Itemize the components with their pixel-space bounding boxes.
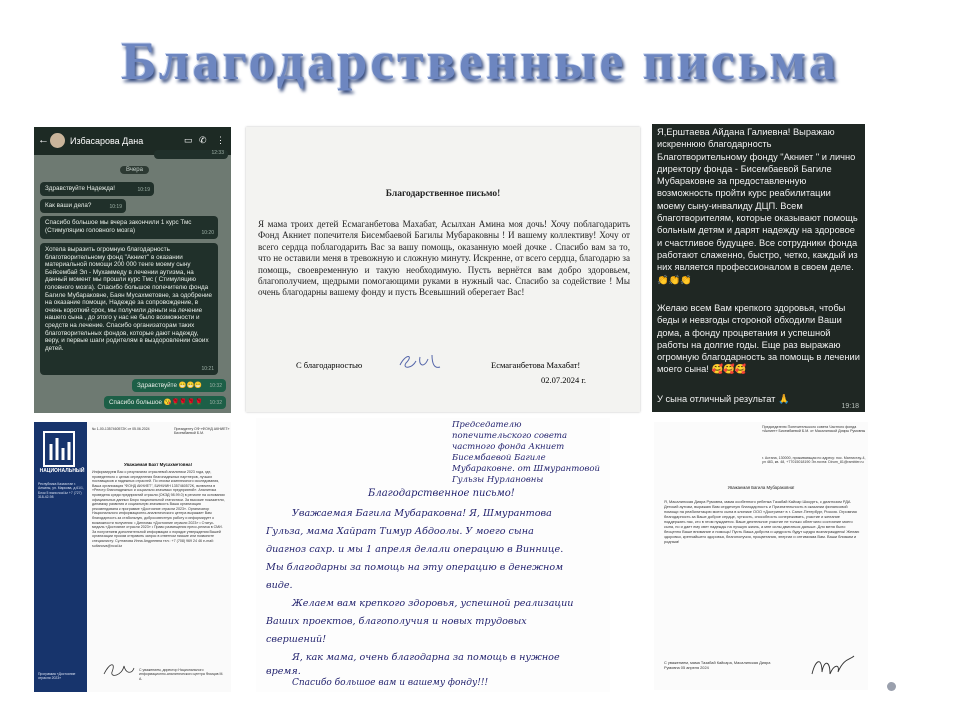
date-pill: Вчера [120, 166, 149, 174]
message-text: Хотела выразить огромную благодарность благотворительному фонд "Акниет" в оказании материальной помощи 200 000 тенге моему сыну Бейсембай Эл - Мухаммеду в лечении аутизма, на данный момент мы прошли курс Тмс ( Стимуляцию головного мозга). Спасибо большое попечителю фонда Багиле Мубараковне, Баян Мусахметовне, за одобрение на оказание помощи, Надежде за сопровождение, в очень короткий срок, мы получили деньги на лечение нашего сына , до этого у нас не было возможности и средств на лечение. Спасибо организаторам таких благотворительных фондов, которые дают надежду, веру, и первые шаги родителям в выздоровлении своих детей. [45, 246, 213, 352]
letter-recipient: Президенту ОФ «ФОНД АКНИЕТ» Бисембаевой Б.М. [174, 427, 230, 436]
chat-message [40, 199, 126, 213]
slide-dot [887, 682, 896, 691]
message-text: Здравствуйте 😁😁😁 [137, 382, 203, 389]
address: Республика Казахстан г. Алматы, ул. Маркова, д.61/1, Блок 5 www.ncai.kz +7 (727) 318-42-98 [38, 482, 84, 499]
letter-esmaganbetova [246, 127, 640, 412]
letter-body: Я,Ерштаева Айдана Галиевна! Выражаю искреннюю благодарность Благотворительному фонду "Акниет " и лично директору фонда - Бисембаевой Багиле Мубараковне за предоставленную возможность пройти курс реабилитации моему сыну-инвалиду ДЦП. Всем благотворителям, которые оказывают помощь больным детям и дарят надежду на здоровое и счастливое будущее. Все сотрудники фонда работают слаженно, быстро, четко, каждый из них является профессионалом в своем деле. 👏👏👏 [657, 127, 858, 285]
letter-line: Гульза, мама Хайрат Тимур Абдоолы. У моего сына [266, 526, 534, 537]
message-text: Как ваши дела? [45, 202, 92, 209]
letterhead-sidebar [34, 422, 87, 692]
message-time: 10:32 [209, 383, 222, 390]
page-title: Благодарственные письма [121, 31, 839, 91]
chat-screenshot [34, 127, 231, 413]
letter-recipient: Председателю Попечительского совета Частного фонда «Акниет» Бисембаевой Б.М. от Масалинской Дияры Румовны [762, 425, 866, 434]
message-time: 10:19 [137, 187, 150, 194]
letter-number: № 1-00-1357460572K от 05.06.2024 [92, 427, 150, 431]
chat-message-outgoing [132, 379, 226, 392]
letter-line: Я, как мама, очень благодарна за помощь в нужное [292, 652, 560, 663]
letter-handwritten [256, 418, 610, 692]
video-call-icon: ▭ [184, 135, 193, 145]
letter-line: свершений! [266, 634, 327, 645]
message-text: Спасибо большое мы вчера закончили 1 курс Тмс (Стимуляцию головного мозга) [45, 219, 192, 234]
letter-line: время. [266, 666, 301, 677]
signature-image [396, 351, 444, 373]
letter-body-3: У сына отличный результат 🙏 [657, 394, 790, 404]
letter-sender: г. Астана, 130000, проживающая по адресу: пос. Мангистау-4, ул 483, кв. 48, +77015018190 Эл.почта: Dirum_81@rambler.ru [762, 456, 866, 465]
letter-closing: С благодарностью [296, 360, 363, 370]
chat-contact-name: Избасарова Дана [70, 136, 144, 146]
avatar [50, 133, 65, 148]
letter-ershtaeva [652, 124, 865, 412]
message-text: Спасибо большое 😘🌹🌹🌹🌹 [109, 399, 203, 406]
chat-message-outgoing [104, 396, 226, 409]
letter-signature: Есмаганбетова Махабат! [491, 360, 581, 370]
chat-message-top [154, 150, 228, 159]
letter-line: Ваших проектов, благополучия и новых трудовых [266, 616, 527, 627]
chat-message [40, 216, 218, 239]
message-time: 10:19 [109, 204, 122, 211]
letter-masalinskaya [654, 422, 868, 690]
letter-body: Я, Масалинская Дияра Румовна, мама особенного ребенка Тазабай Кайсар Шокурть, с диагнозом РДА Детский аутизм, выражаю Вам сердечную благодарность и Признательность в оказании финансовой помощи на реабилитацию моего сына в клинике ООО «Доктрина» в г. Санкт-Петербург, Россия. Огромная благодарность за Ваше доброе сердце, чуткость, способность сопереживать, участие и желание поддержать нас, кто в этом нуждается. Ваше деятельное участие не только облегчило состояние моего сына, но и дает ему свет надежды на лучшую жизнь, а мне силы двигаться дальше. Для меня было бесценно Ваше внимание и помощь! Пусть Ваша доброта и щедрость будут щедро вознаграждены! Желаю здоровья, крепчайшего здоровья, благополучия, процветания, энергии и оптимизма Вам. Ваши близким и родным! [664, 499, 860, 544]
letter-body-2: Желаю всем Вам крепкого здоровья, чтобы беды и невзгоды стороной обходили Ваши дома, а фонду процветания и успешной работы на долгие годы. Еще раз выражаю огромную благодарность за помощь в лечении моего сына! 🥰🥰🥰 [657, 303, 860, 375]
letter-line: диагноз сахр. и мы 1 апреля делали операцию в Виннице. [266, 544, 564, 555]
letter-heading: Благодарственное письмо! [368, 488, 515, 499]
signature-image [810, 654, 856, 682]
letter-body: Информируем Вас о результатах отраслевой аналитики 2023 года, где, проведенного с целью определения благонадежных партнеров, лучших поставщиков и надежных отраслей. По итогам комплексного исследования, Ваша организация "ФОНД АКНИЕТ", БИН/ИИН 1357460572K, включена в «Реестр благонадежных и социально значимых предприятий». Аналитика проведена среди предприятий отрасли (ОКЭД 98.99.0) в регионе на основании официальных данных Бюро национальной статистики. За высокие показатели, динамику развития и социальную значимость Ваша организация рекомендована к программе «Достояние отрасли 2023». Организатор Национального информационно-аналитического центра выражает Вам благодарность за стабильную, добросовестную работу и информирует о возможности получения: • Дипломы «Достояние отрасли 2023» • Статус-медаль «Достояние отрасли 2023» • Право размещения пресс-релиза в СМИ. За получением дополнительной информации о порядке утверждения Вашей организации просим отправить запрос в ответном письме или позвоните специалисту: Султанова Инна Андреевна тел.: +7 (708) 969 24 46 e-mail: sultanova@ncai.kz [92, 470, 225, 548]
letter-line: Мы благодарны за помощь на эту операцию в денежном [266, 562, 564, 573]
logo-icon [42, 430, 76, 468]
letter-heading: Уважаемая Бахт Мусахметовна! [123, 462, 192, 467]
letter-date: 02.07.2024 г. [541, 375, 587, 385]
letter-line: виде. [266, 580, 293, 591]
message-time: 12:33 [211, 150, 224, 157]
letter-line: Желаем вам крепкого здоровья, успешной реализации [292, 598, 574, 609]
message-text: Здравствуйте Надежда! [45, 185, 116, 192]
chat-message [40, 243, 218, 375]
menu-dots-icon: ⋮ [216, 135, 225, 145]
letter-body: Я мама троих детей Есмаганбетова Махабат, Асылхан Амина моя дочь! Хочу поблагодарить Фонд Акниет попечителя Бисембаевой Багилы Мубараковны ! И вашему коллективу! Хочу от всего сердца поблагодарить Вас за вашу помощь, оказанную моей дочке . Спасибо вам за то, что не оставили меня в тревожную и сложную минуту. Искренне, от всего сердца, благодарю за помощь, своевременную и такую необходимую. Пусть вернётся вам добро здоровьем, благополучием, щедрыми помогающими руками в нужный час. Спасибо за содействие ! Мы очень благодарны вашему фонду и пусть Всевышний оберегает Вас! [258, 219, 630, 298]
letter-recipient: Председателю попечительского совета частного фонда Акниет Бисембаевой Багиле Мубараковне. от Шмурантовой Гульзы Нурлановны [452, 420, 600, 485]
letter-line: Уважаемая Багила Мубараковна! Я, Шмурантова [292, 508, 552, 519]
letter-line: Спасибо большое вам и вашему фонду!!! [292, 678, 489, 688]
message-time: 10:21 [201, 366, 214, 373]
brand-name: НАЦИОНАЛЬНЫЙ [39, 468, 85, 474]
message-time: 19:18 [841, 403, 859, 410]
signature-image [102, 660, 136, 680]
program-name: Программа «Достояние отрасли 2023» [38, 672, 76, 681]
letter-heading: Уважаемая Багила Мубараковна! [727, 485, 795, 490]
message-time: 10:32 [209, 400, 222, 407]
phone-icon: ✆ [199, 135, 207, 145]
letter-footer: С уважением, мама Тазабай Кайсара, Масалинская Дияра Румовна 05 апреля 2024 [664, 660, 771, 670]
chat-message [40, 182, 154, 196]
back-arrow-icon: ← [38, 134, 49, 146]
letter-heading: Благодарственное письмо! [385, 189, 501, 199]
message-time: 10:20 [201, 230, 214, 237]
letter-national-center [34, 422, 231, 692]
letter-footer: С уважением, директор Национального информационно-аналитического центра Фомцов М. А. [139, 668, 224, 681]
